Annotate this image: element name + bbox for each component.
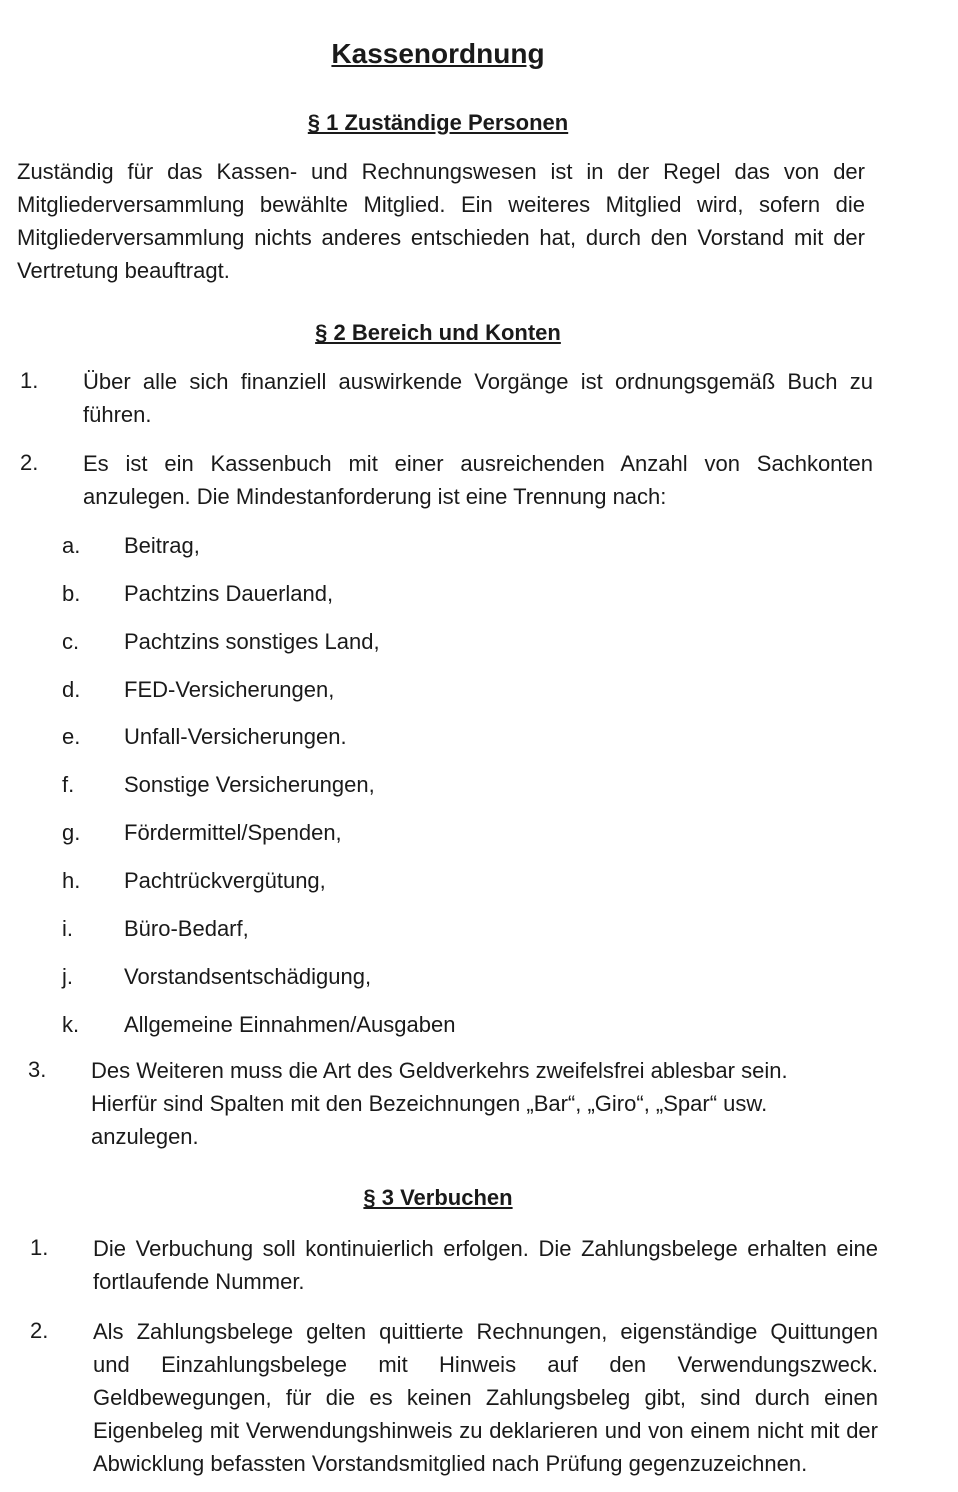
item-text: Die Verbuchung soll kontinuierlich erfolgen. Die Zahlungsbelege erhalten eine fortlaufende Nummer. — [93, 1236, 878, 1294]
subitem-letter: g. — [62, 820, 81, 845]
subitem-text: FED-Versicherungen, — [124, 677, 335, 702]
section-3-heading: § 3 Verbuchen — [363, 1185, 513, 1210]
subitem-letter: e. — [62, 724, 81, 749]
item-number: 1. — [30, 1235, 49, 1260]
subitem-text: Sonstige Versicherungen, — [124, 772, 375, 797]
subitem-i — [0, 913, 958, 945]
subitem-c — [0, 626, 958, 658]
section-2-heading: § 2 Bereich und Konten — [315, 320, 561, 345]
item-text: Des Weiteren muss die Art des Geldverkehrs zweifelsfrei ablesbar sein. Hierfür sind Spalten mit den Bezeichnungen „Bar“, „Giro“, „Spar“ usw. anzulegen. — [91, 1058, 788, 1149]
subitem-letter: c. — [62, 629, 80, 654]
subitem-text: Unfall-Versicherungen. — [124, 724, 347, 749]
subitem-text: Allgemeine Einnahmen/Ausgaben — [124, 1012, 456, 1037]
subitem-j — [0, 961, 958, 993]
subitem-text: Vorstandsentschädigung, — [124, 964, 372, 989]
subitem-text: Pachtzins Dauerland, — [124, 581, 334, 606]
subitem-text: Pachtzins sonstiges Land, — [124, 629, 380, 654]
subitem-b — [0, 578, 958, 610]
subitem-letter: b. — [62, 581, 81, 606]
item-number: 1. — [20, 368, 39, 393]
item-text: Als Zahlungsbelege gelten quittierte Rechnungen, eigenständige Quittungen und Einzahlungsbelege mit Hinweis auf den Verwendungszweck. Geldbewegungen, für die es keinen Zahlungsbeleg gibt, sind durch einen Eigenbeleg mit Verwendungshinweis zu deklarieren und von einem nicht mit der Abwicklung befassten Vorstandsmitglied nach Prüfung gegenzuzeichnen. — [93, 1319, 878, 1476]
subitem-letter: h. — [62, 868, 81, 893]
subitem-letter: f. — [62, 772, 75, 797]
subitem-text: Pachtrückvergütung, — [124, 868, 326, 893]
item-number: 2. — [20, 450, 39, 475]
item-text: Über alle sich finanziell auswirkende Vorgänge ist ordnungsgemäß Buch zu führen. — [83, 369, 873, 427]
section-1-heading: § 1 Zuständige Personen — [307, 110, 569, 135]
subitem-d — [0, 674, 958, 706]
subitem-text: Beitrag, — [124, 533, 200, 558]
subitem-f — [0, 769, 958, 801]
subitem-letter: j. — [62, 964, 73, 989]
item-text: Es ist ein Kassenbuch mit einer ausreichenden Anzahl von Sachkonten anzulegen. Die Mindestanforderung ist eine Trennung nach: — [83, 451, 873, 509]
subitem-letter: d. — [62, 677, 81, 702]
subitem-g — [0, 817, 958, 849]
item-number: 2. — [30, 1318, 49, 1343]
subitem-a — [0, 530, 958, 562]
section-1-text: Zuständig für das Kassen- und Rechnungswesen ist in der Regel das von der Mitgliederversammlung bewählte Mitglied. Ein weiteres Mitglied wird, sofern die Mitgliederversammlung nichts anderes entschieden hat, durch den Vorstand mit der Vertretung beauftragt. — [17, 159, 865, 283]
subitem-letter: a. — [62, 533, 81, 558]
subitem-text: Fördermittel/Spenden, — [124, 820, 342, 845]
document-title: Kassenordnung — [331, 38, 545, 69]
subitem-k — [0, 1009, 958, 1041]
subitem-text: Büro-Bedarf, — [124, 916, 249, 941]
subitem-e — [0, 721, 958, 753]
subitem-h — [0, 865, 958, 897]
subitem-letter: k. — [62, 1012, 80, 1037]
subitem-letter: i. — [62, 916, 73, 941]
item-number: 3. — [28, 1057, 47, 1082]
